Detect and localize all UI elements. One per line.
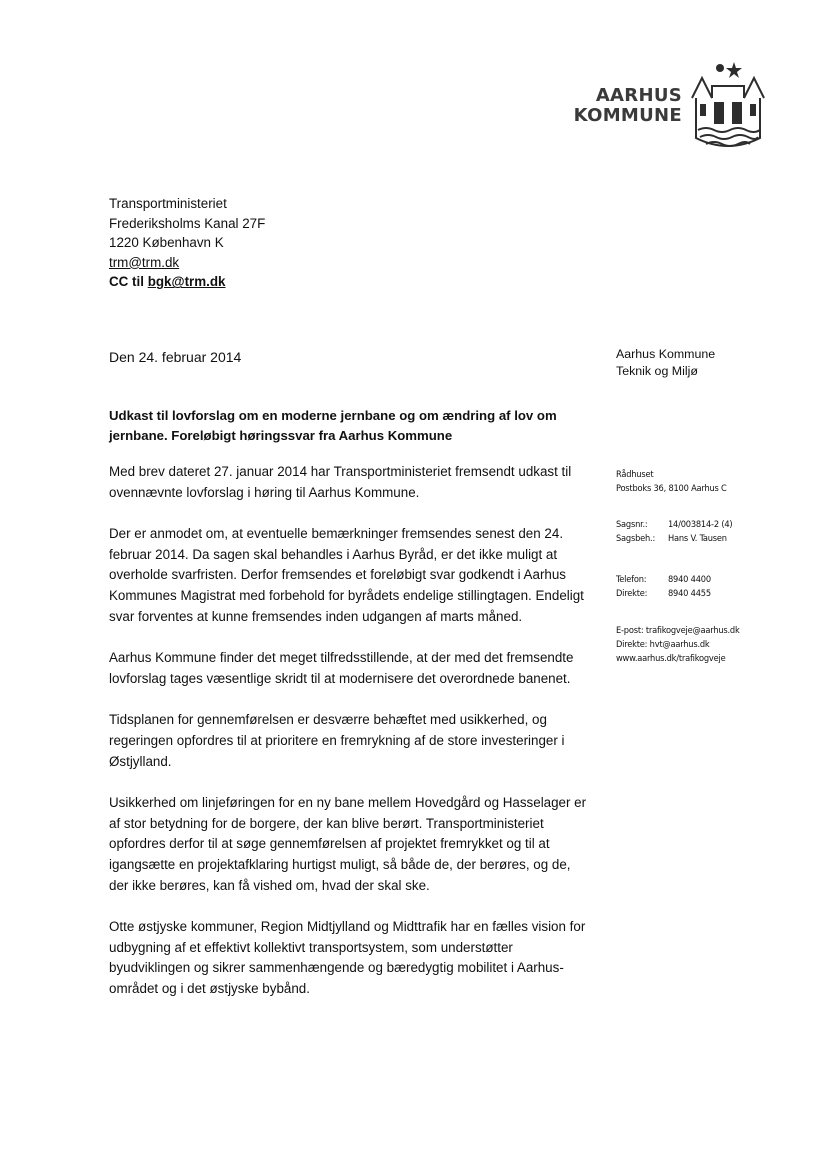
body-paragraph: Tidsplanen for gennemførelsen er desværre behæftet med usikkerhed, og regeringen opfordres til at prioritere en fremrykning af de store investeringer i Østjylland. bbox=[109, 712, 565, 769]
phone-value: 8940 4400 bbox=[668, 574, 711, 585]
sender-address bbox=[616, 468, 727, 496]
body-paragraph: Usikkerhed om linjeføringen for en ny bane mellem Hovedgård og Hasselager er af stor betydning for de borgere, der kan blive berørt. Transportministeriet opfordres derfor til at søge gennemførelsen af projektet fremrykket og til at igangsætte en projektafklaring hurtigst muligt, så både de, der berøres, og de, der ikke berøres, kan få vished om, hvad der skal ske. bbox=[109, 795, 587, 893]
direct-email-line[interactable]: Direkte: hvt@aarhus.dk bbox=[616, 639, 710, 650]
sender-municipality: Aarhus Kommune bbox=[616, 347, 716, 361]
cc-label: CC til bbox=[109, 274, 144, 290]
aarhus-kommune-logo bbox=[573, 58, 768, 158]
logo-line-1: AARHUS bbox=[595, 85, 682, 106]
sender-unit: Teknik og Miljø bbox=[616, 364, 698, 378]
address-line: Rådhuset bbox=[616, 469, 654, 480]
case-handler-label: Sagsbeh.: bbox=[616, 533, 656, 544]
case-handler-value: Hans V. Tausen bbox=[668, 533, 727, 544]
direct-phone-label: Direkte: bbox=[616, 588, 648, 599]
letter-date: Den 24. februar 2014 bbox=[109, 349, 242, 365]
body-paragraph: Otte østjyske kommuner, Region Midtjylland og Midttrafik har en fælles vision for udbygning af et effektivt kollektivt transportsystem, som understøtter byudviklingen og sikrer sammenhængende og bæredygtig mobilitet i Aarhus-området og i det østjyske bybånd. bbox=[109, 919, 586, 996]
case-info bbox=[616, 518, 732, 546]
body-paragraph: Der er anmodet om, at eventuelle bemærkninger fremsendes senest den 24. februar 2014. Da sagen skal behandles i Aarhus Byråd, er det ikke muligt at overholde svarfristen. Derfor fremsendes et foreløbigt svar godkendt i Aarhus Kommunes Magistrat med forbehold for byrådets endelige stillingtagen. Endeligt svar forventes at kunne fremsendes inden udgangen af marts måned. bbox=[109, 526, 584, 624]
logo-line-2: KOMMUNE bbox=[573, 105, 682, 126]
recipient-address bbox=[109, 194, 265, 292]
body-paragraph: Med brev dateret 27. januar 2014 har Transportministeriet fremsendt udkast til ovennævnte lovforslag i høring til Aarhus Kommune. bbox=[109, 464, 572, 500]
cc-line bbox=[109, 272, 265, 292]
letter-body bbox=[109, 462, 593, 1020]
recipient-line: Frederiksholms Kanal 27F bbox=[109, 215, 266, 231]
direct-phone-value: 8940 4455 bbox=[668, 588, 711, 599]
logo-wordmark bbox=[574, 86, 682, 126]
address-line: Postboks 36, 8100 Aarhus C bbox=[616, 483, 727, 494]
contact-info bbox=[616, 624, 740, 666]
recipient-email-link[interactable]: trm@trm.dk bbox=[109, 254, 180, 270]
phone-info bbox=[616, 573, 711, 601]
recipient-line: 1220 København K bbox=[109, 235, 224, 251]
website-link[interactable]: www.aarhus.dk/trafikogveje bbox=[616, 653, 726, 664]
letter-subject: Udkast til lovforslag om en moderne jernbane og om ændring af lov om jernbane. Foreløbigt høringssvar fra Aarhus Kommune bbox=[109, 408, 557, 443]
case-number-label: Sagsnr.: bbox=[616, 519, 648, 530]
body-paragraph: Aarhus Kommune finder det meget tilfredsstillende, at der med det fremsendte lovforslag tages væsentlige skridt til at modernisere det overordnede banenet. bbox=[109, 650, 574, 686]
recipient-line: Transportministeriet bbox=[109, 196, 227, 211]
phone-label: Telefon: bbox=[616, 574, 647, 585]
sender-department bbox=[616, 346, 715, 380]
city-seal-icon bbox=[690, 58, 766, 158]
case-number-value: 14/003814-2 (4) bbox=[668, 519, 733, 530]
email-line[interactable]: E-post: trafikogveje@aarhus.dk bbox=[616, 625, 740, 636]
cc-email-link[interactable]: bgk@trm.dk bbox=[147, 274, 226, 290]
